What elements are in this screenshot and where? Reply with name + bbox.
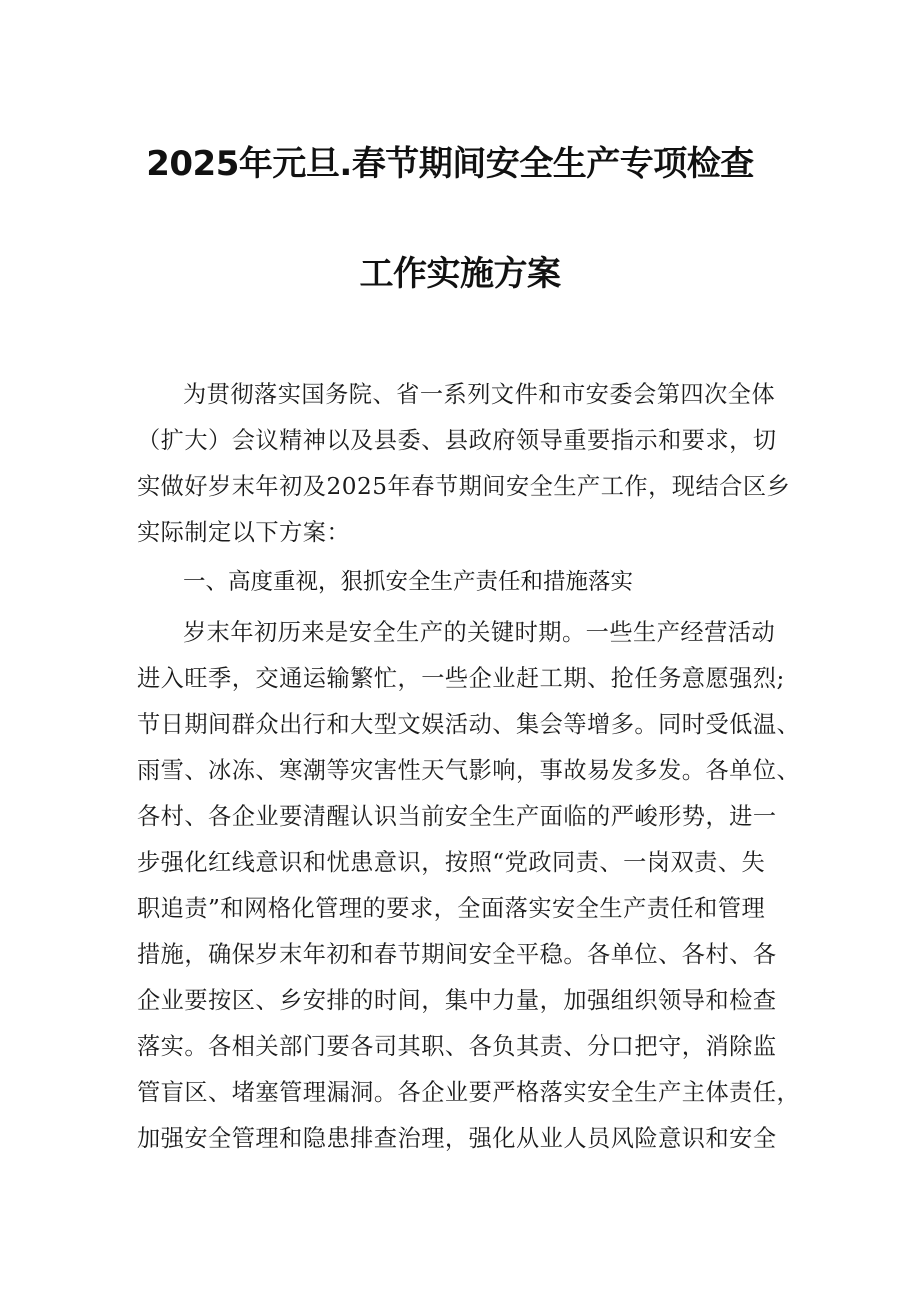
section-1-heading: 一、高度重视，狠抓安全生产责任和措施落实 [183, 569, 634, 595]
intro-paragraph-line: 为贯彻落实国务院、省一系列文件和市安委会第四次全体 [183, 381, 776, 408]
section-1-paragraph-line: 企业要按区、乡安排的时间，集中力量，加强组织领导和检查 [137, 987, 777, 1014]
section-1-paragraph-line: 措施，确保岁末年初和春节期间安全平稳。各单位、各村、各 [137, 941, 777, 968]
section-1-paragraph-line: 加强安全管理和隐患排查治理，强化从业人员风险意识和安全 [137, 1125, 777, 1152]
intro-paragraph-line: （扩大）会议精神以及县委、县政府领导重要指示和要求，切 [137, 427, 777, 454]
section-1-paragraph-line: 节日期间群众出行和大型文娱活动、集会等增多。同时受低温、 [137, 711, 801, 738]
section-1-paragraph-line: 落实。各相关部门要各司其职、各负其责、分口把守，消除监 [137, 1033, 777, 1060]
section-1-paragraph-line: 管盲区、堵塞管理漏洞。各企业要严格落实安全生产主体责任， [137, 1079, 801, 1106]
intro-paragraph-line: 实做好岁末年初及2025年春节期间安全生产工作，现结合区乡 [137, 473, 791, 500]
section-1-paragraph-line: 岁末年初历来是安全生产的关键时期。一些生产经营活动 [183, 619, 776, 646]
intro-paragraph-line: 实际制定以下方案： [137, 519, 351, 546]
section-1-paragraph-line: 雨雪、冰冻、寒潮等灾害性天气影响，事故易发多发。各单位、 [137, 757, 801, 784]
section-1-paragraph-line: 进入旺季，交通运输繁忙，一些企业赶工期、抢任务意愿强烈; [137, 665, 785, 692]
section-1-paragraph-line: 各村、各企业要清醒认识当前安全生产面临的严峻形势，进一 [137, 803, 777, 830]
document-title-line-1: 2025年元旦.春节期间安全生产专项检查 [146, 144, 754, 184]
section-1-paragraph-line: 职追责”和网格化管理的要求，全面落实安全生产责任和管理 [137, 895, 766, 922]
document-title-line-2: 工作实施方案 [359, 254, 561, 294]
section-1-paragraph-line: 步强化红线意识和忧患意识，按照“党政同责、一岗双责、失 [137, 849, 766, 876]
